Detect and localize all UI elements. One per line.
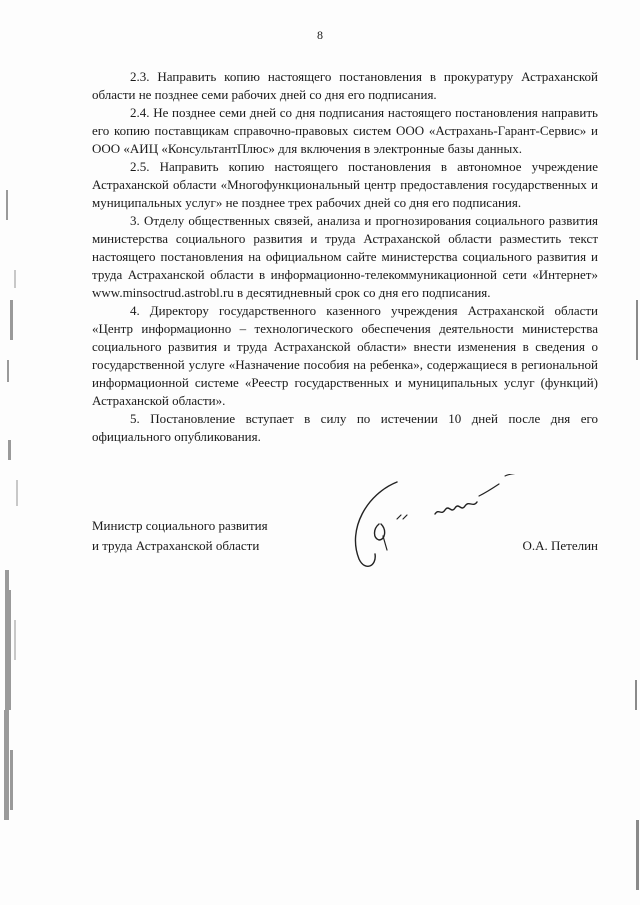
scan-edge-artifact bbox=[0, 150, 30, 870]
signature-block bbox=[92, 516, 598, 576]
signer-name: О.А. Петелин bbox=[522, 538, 598, 553]
paragraph-4: 4. Директору государственного казенного учреждения Астраханской области «Центр информационно – технологического обеспечения деятельности министерства социального развития и труда Астраханской области» внести изменения в сведения о государственной услуге «Назначение пособия на ребенка», содержащиеся в региональной информационной системе «Реестр государственных и муниципальных услуг (функций) Астраханской области». bbox=[92, 303, 598, 408]
document-body bbox=[92, 68, 598, 446]
page-number: 8 bbox=[317, 28, 323, 42]
paragraph-5: 5. Постановление вступает в силу по истечении 10 дней после дня его официального опубликования. bbox=[92, 411, 598, 444]
paragraph-3: 3. Отделу общественных связей, анализа и прогнозирования социального развития министерства социального развития и труда Астраханской области разместить текст настоящего постановления на официальном сайте министерства социального развития и труда Астраханской области в информационно-телекоммуникационной сети «Интернет» www.minsoctrud.astrobl.ru в десятидневный срок со дня его подписания. bbox=[92, 213, 598, 300]
scan-edge-artifact-right bbox=[630, 260, 640, 900]
handwritten-signature bbox=[327, 474, 537, 574]
paragraph-2-4: 2.4. Не позднее семи дней со дня подписания настоящего постановления направить его копию поставщикам справочно-правовых систем ООО «Астрахань-Гарант-Сервис» и ООО «АИЦ «КонсультантПлюс» для включения в электронные базы данных. bbox=[92, 105, 598, 156]
paragraph-2-3: 2.3. Направить копию настоящего постановления в прокуратуру Астраханской области не позднее семи рабочих дней со дня его подписания. bbox=[92, 69, 598, 102]
paragraph-2-5: 2.5. Направить копию настоящего постановления в автономное учреждение Астраханской области «Многофункциональный центр предоставления государственных и муниципальных услуг» не позднее трех рабочих дней со дня его подписания. bbox=[92, 159, 598, 210]
signer-title: Министр социального развития и труда Астраханской области bbox=[92, 518, 268, 553]
